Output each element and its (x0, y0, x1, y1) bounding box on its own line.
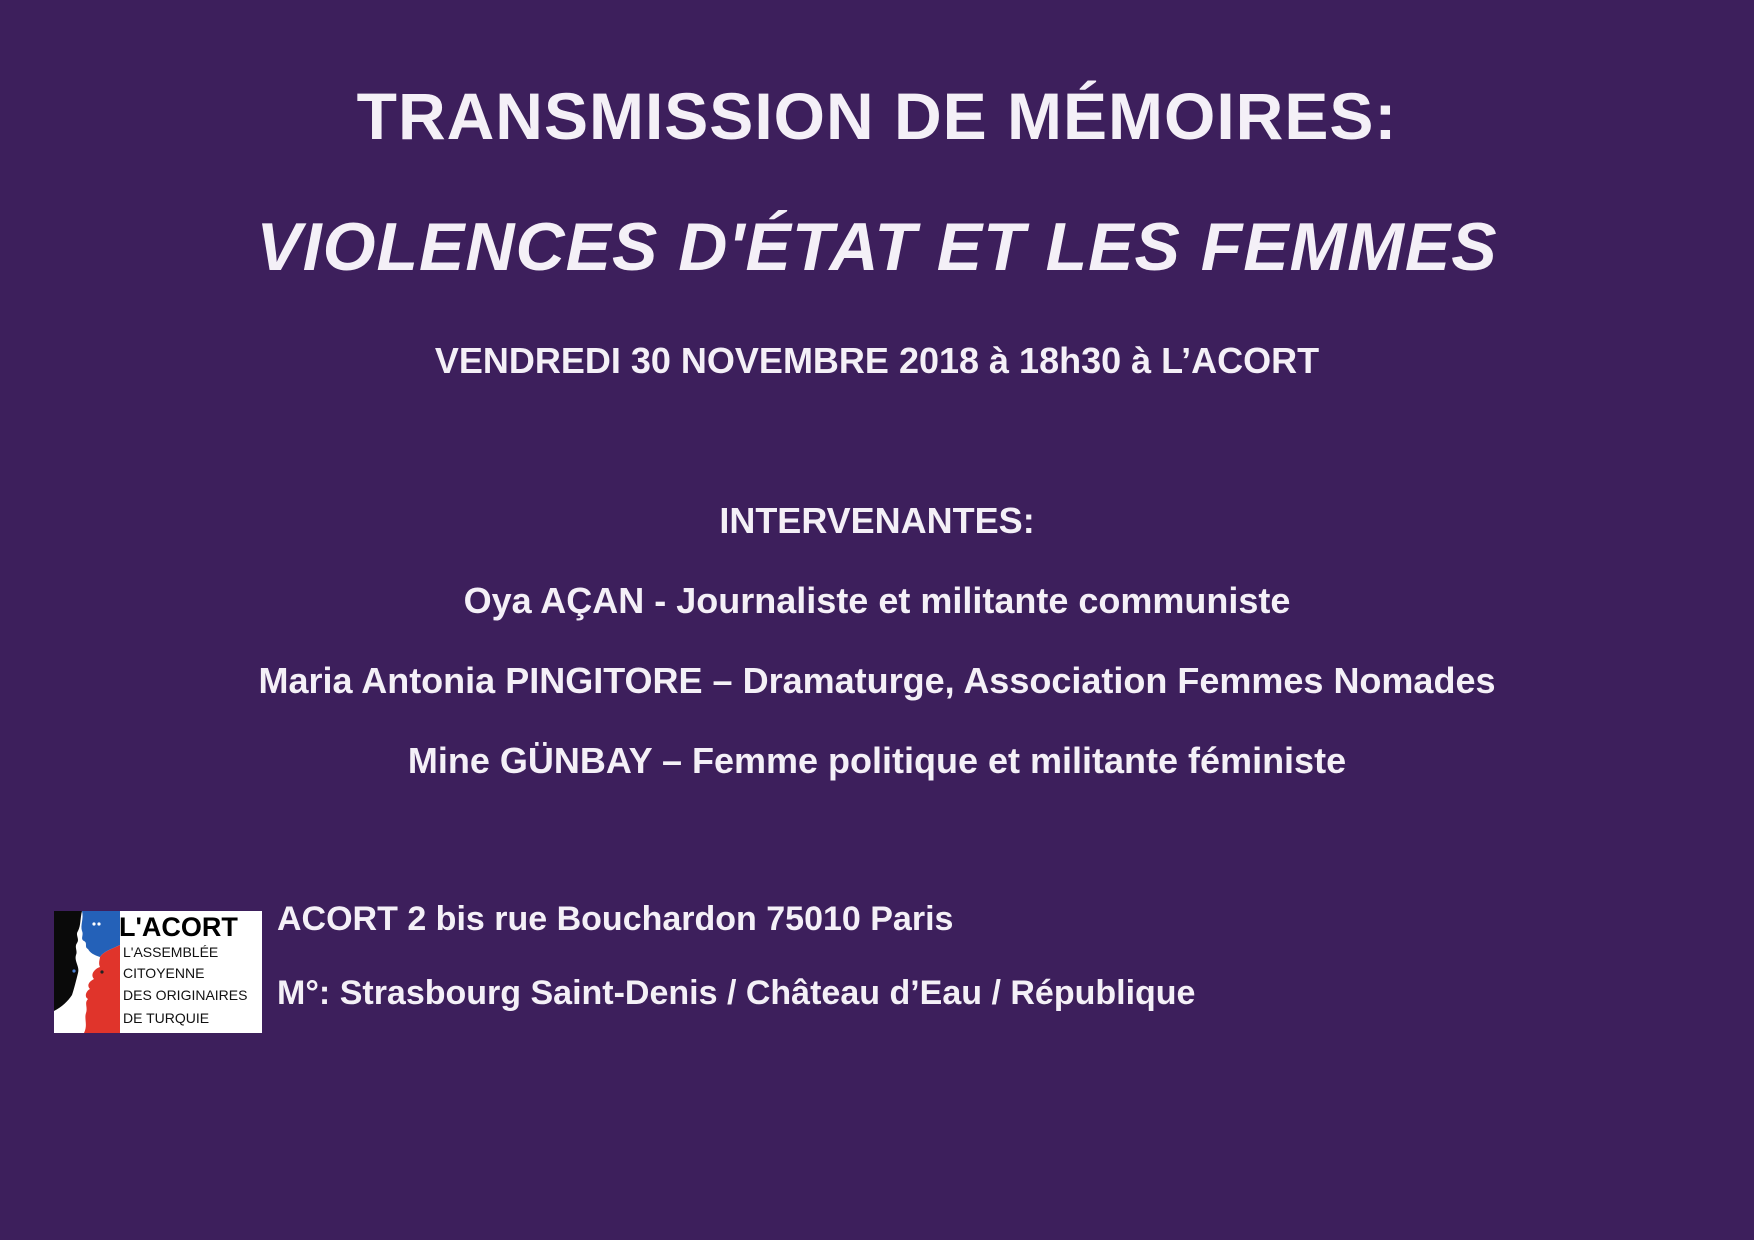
logo-subtitle-line: L'ASSEMBLÉE (123, 944, 219, 960)
logo-subtitle-line: DE TURQUIE (123, 1010, 210, 1026)
logo-subtitle-line: CITOYENNE (123, 965, 205, 981)
event-title: TRANSMISSION DE MÉMOIRES: (356, 79, 1398, 153)
speaker-item: Mine GÜNBAY – Femme politique et militante féministe (407, 740, 1347, 781)
logo-subtitle-line: DES ORIGINAIRES (123, 987, 248, 1003)
logo-title: L'ACORT (119, 912, 238, 942)
acort-logo (54, 911, 262, 1033)
speaker-item: Maria Antonia PINGITORE – Dramaturge, Association Femmes Nomades (258, 660, 1496, 701)
profile-faces-icon (54, 911, 120, 1033)
metro-stations: M°: Strasbourg Saint-Denis / Château d’Eau / République (277, 974, 1196, 1012)
event-subtitle: VIOLENCES D'ÉTAT ET LES FEMMES (256, 209, 1498, 285)
venue-address: ACORT 2 bis rue Bouchardon 75010 Paris (277, 900, 954, 938)
speakers-heading: INTERVENANTES: (719, 500, 1035, 541)
event-date: VENDREDI 30 NOVEMBRE 2018 à 18h30 à L’ACORT (434, 340, 1320, 381)
speaker-item: Oya AÇAN - Journaliste et militante communiste (463, 580, 1291, 621)
